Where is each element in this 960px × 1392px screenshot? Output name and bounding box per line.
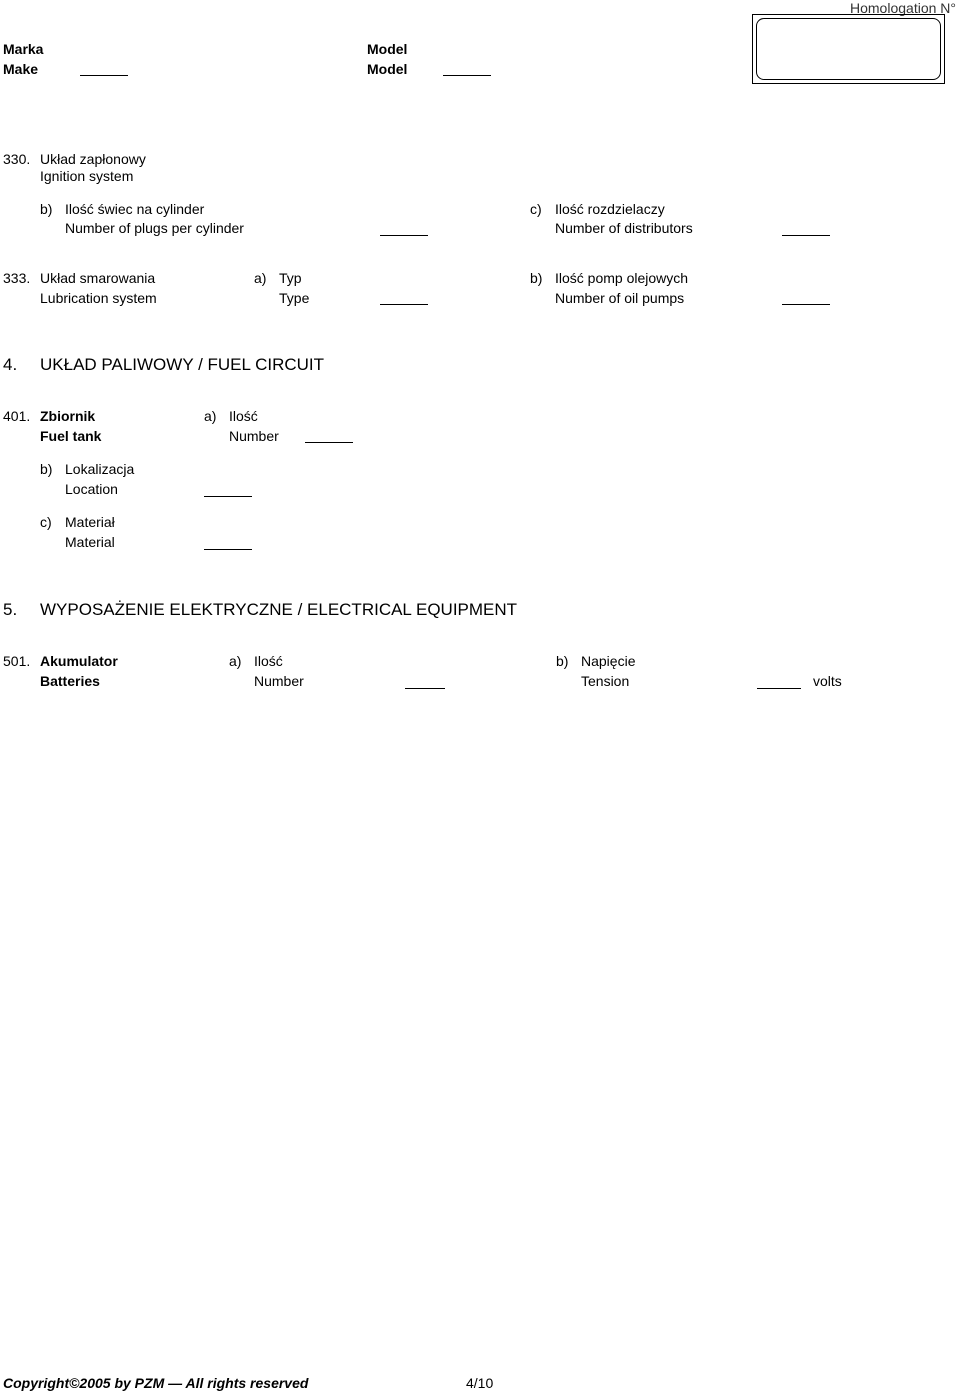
sec330-number: 330.: [3, 151, 31, 167]
footer-copyright: [3, 1375, 308, 1391]
model-label-en: Model: [367, 61, 408, 77]
sec501-title-pl: Akumulator: [40, 653, 118, 669]
homologation-number-box[interactable]: [752, 14, 945, 84]
model-field-line[interactable]: [443, 75, 491, 76]
sec501-title-en: Batteries: [40, 673, 100, 689]
sec333-a-label-en: Type: [279, 290, 310, 306]
homologation-number-box-inner: [756, 18, 941, 80]
sec401-c-label-en: Material: [65, 534, 115, 550]
oil-pumps-field-line[interactable]: [782, 304, 830, 305]
sec501-number: 501.: [3, 653, 31, 669]
sec333-number: 333.: [3, 270, 31, 286]
model-label-pl: Model: [367, 41, 408, 57]
fuel-tank-location-field-line[interactable]: [204, 496, 252, 497]
sec333-a-letter: a): [254, 270, 267, 286]
make-label-pl: Marka: [3, 41, 44, 57]
sec501-a-label-en: Number: [254, 673, 304, 689]
sec330-c-label-en: Number of distributors: [555, 220, 693, 236]
sec330-c-label-pl: Ilość rozdzielaczy: [555, 201, 665, 217]
sec333-b-letter: b): [530, 270, 543, 286]
sec333-b-label-en: Number of oil pumps: [555, 290, 685, 306]
footer-page-number: 4/10: [466, 1375, 494, 1391]
sec501-a-label-pl: Ilość: [254, 653, 283, 669]
fuel-tank-number-field-line[interactable]: [305, 442, 353, 443]
sec401-c-label-pl: Materiał: [65, 514, 115, 530]
sec330-title-en: Ignition system: [40, 168, 134, 184]
distributors-field-line[interactable]: [782, 235, 830, 236]
sec333-b-label-pl: Ilość pomp olejowych: [555, 270, 689, 286]
batteries-tension-field-line[interactable]: [757, 688, 801, 689]
sec330-b-label-en: Number of plugs per cylinder: [65, 220, 244, 236]
sec333-title-en: Lubrication system: [40, 290, 157, 306]
sec330-b-letter: b): [40, 201, 53, 217]
sec501-b-label-pl: Napięcie: [581, 653, 636, 669]
sec501-b-letter: b): [556, 653, 569, 669]
plugs-per-cylinder-field-line[interactable]: [380, 235, 428, 236]
fuel-tank-material-field-line[interactable]: [204, 549, 252, 550]
sec401-number: 401.: [3, 408, 31, 424]
sec401-a-label-en: Number: [229, 428, 279, 444]
sec330-c-letter: c): [530, 201, 542, 217]
batteries-number-field-line[interactable]: [405, 688, 445, 689]
sec401-c-letter: c): [40, 514, 52, 530]
sec401-title-en: Fuel tank: [40, 428, 102, 444]
sec333-title-pl: Układ smarowania: [40, 270, 156, 286]
sec401-b-letter: b): [40, 461, 53, 477]
footer-copyright-text: Copyright©2005 by PZM — All rights reserved: [3, 1375, 309, 1391]
sec401-a-letter: a): [204, 408, 217, 424]
homologation-label: Homologation N°: [850, 0, 956, 16]
tension-unit: volts: [813, 673, 842, 689]
sec401-title-pl: Zbiornik: [40, 408, 96, 424]
sec401-b-label-en: Location: [65, 481, 118, 497]
chapter4-title: UKŁAD PALIWOWY / FUEL CIRCUIT: [40, 355, 325, 374]
lubrication-type-field-line[interactable]: [380, 304, 428, 305]
sec501-a-letter: a): [229, 653, 242, 669]
sec401-b-label-pl: Lokalizacja: [65, 461, 135, 477]
chapter4-number: 4.: [3, 355, 18, 374]
sec330-b-label-pl: Ilość świec na cylinder: [65, 201, 205, 217]
sec330-title-pl: Układ zapłonowy: [40, 151, 146, 167]
sec333-a-label-pl: Typ: [279, 270, 302, 286]
chapter5-number: 5.: [3, 600, 18, 619]
sec401-a-label-pl: Ilość: [229, 408, 258, 424]
sec501-b-label-en: Tension: [581, 673, 630, 689]
make-field-line[interactable]: [80, 75, 128, 76]
chapter5-title: WYPOSAŻENIE ELEKTRYCZNE / ELECTRICAL EQUIPMENT: [40, 600, 518, 619]
make-label-en: Make: [3, 61, 39, 77]
